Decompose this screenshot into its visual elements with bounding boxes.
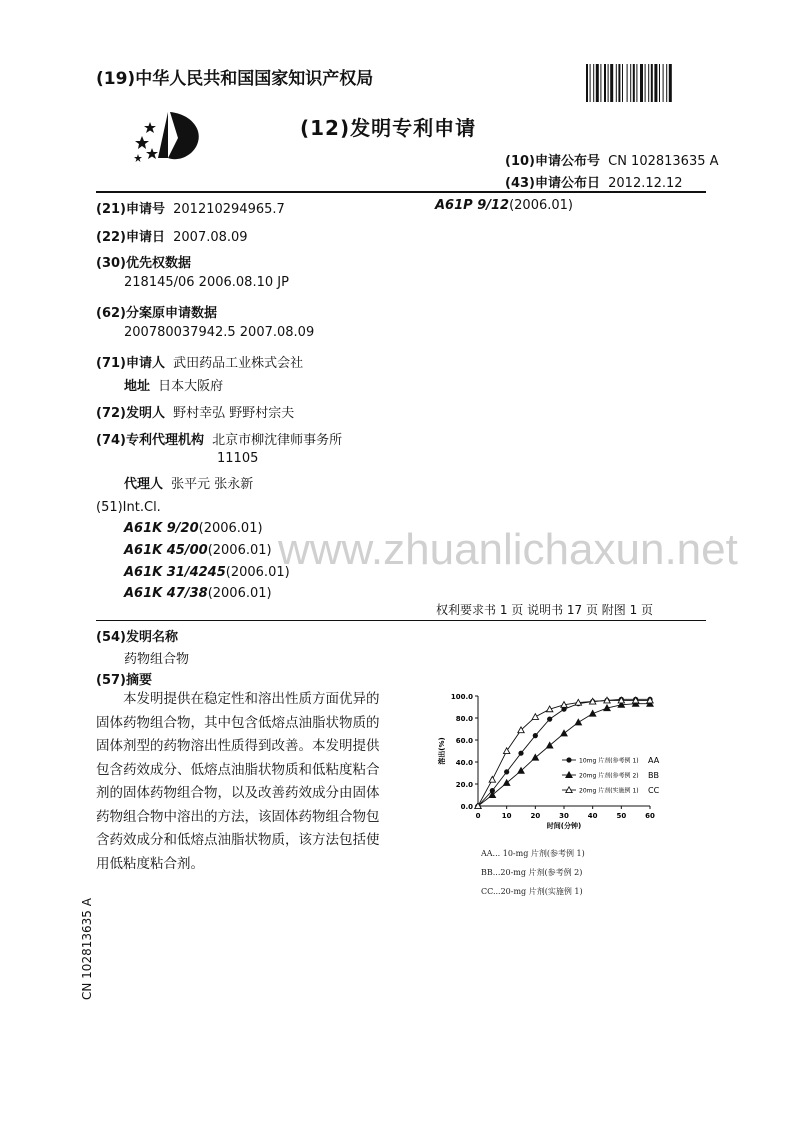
agency-row <box>96 429 342 448</box>
barcode-bar <box>659 64 660 102</box>
caption-line: CC...20-mg 片剂(实施例 1) <box>481 887 583 896</box>
publication-number-label: (10)申请公布号 <box>505 154 600 169</box>
y-tick-label: 60.0 <box>455 737 473 745</box>
abstract-line: 用低粘度粘合剂。 <box>96 855 204 872</box>
data-point-triangle-open <box>489 776 495 782</box>
y-tick-label: 20.0 <box>455 781 473 789</box>
barcode-bar <box>663 64 664 102</box>
inventor-label: (72)发明人 <box>96 406 165 421</box>
legend-tag: AA <box>648 756 660 765</box>
legend-tag: BB <box>648 771 659 780</box>
y-tick-label: 100.0 <box>450 693 473 701</box>
agents: 张平元 张永新 <box>171 477 254 492</box>
agency-label: (74)专利代理机构 <box>96 433 204 448</box>
caption-line: BB...20-mg 片剂(参考例 2) <box>481 868 583 877</box>
applicant: 武田药品工业株式会社 <box>173 356 304 371</box>
y-tick-label: 80.0 <box>455 715 473 723</box>
section-rule <box>96 620 706 621</box>
barcode-bar <box>618 64 620 102</box>
priority-value: 218145/06 2006.08.10 JP <box>124 275 289 290</box>
x-axis-label: 时间(分钟) <box>546 822 582 830</box>
x-tick-label: 10 <box>501 812 512 820</box>
agent-row <box>124 473 253 492</box>
applicant-row <box>96 352 303 371</box>
abstract-line: 固体药物组合物，其中包含低熔点油脂状物质的 <box>96 714 380 731</box>
dissolution-chart <box>430 684 690 840</box>
address-label: 地址 <box>124 379 151 394</box>
barcode-bar <box>610 64 613 102</box>
barcode-bar <box>600 64 601 102</box>
page-counts: 权利要求书 1 页 说明书 17 页 附图 1 页 <box>436 603 654 617</box>
chart-caption <box>481 844 585 901</box>
publication-number-row <box>505 150 719 169</box>
intcl-item <box>124 543 272 558</box>
abstract-line: 本发明提供在稳定性和溶出性质方面优异的 <box>123 691 380 707</box>
barcode-bar <box>596 64 599 102</box>
publication-number: CN 102813635 A <box>608 154 719 169</box>
filing-date-label: (22)申请日 <box>96 230 165 245</box>
barcode-bar <box>645 64 646 102</box>
data-point-circle <box>547 717 552 722</box>
y-tick-label: 40.0 <box>455 759 473 767</box>
publication-date-row <box>505 172 683 191</box>
data-point-triangle-filled <box>589 710 595 716</box>
intcl-item <box>124 586 272 601</box>
barcode-bar <box>666 64 667 102</box>
intcl-code: A61K 47/38 <box>124 586 208 601</box>
barcode-bar <box>616 64 617 102</box>
application-number-row <box>96 198 285 217</box>
barcode-bar <box>630 64 631 102</box>
ipc-main-row <box>435 198 573 213</box>
data-point-triangle-filled <box>575 719 581 725</box>
intcl-item <box>124 521 263 536</box>
abstract-line: 包含药效成分、低熔点油脂状物质和低粘度粘合 <box>96 761 380 778</box>
barcode-bar <box>590 64 591 102</box>
publication-date: 2012.12.12 <box>608 176 683 191</box>
abstract-line: 剂的固体药物组合物，以及改善药效成分由固体 <box>96 785 380 801</box>
ipc-main-version: (2006.01) <box>509 198 573 213</box>
caption-line: AA... 10-mg 片剂(参考例 1) <box>481 849 585 858</box>
barcode-bar <box>636 64 637 102</box>
applicant-label: (71)申请人 <box>96 356 165 371</box>
barcode-bar <box>640 64 643 102</box>
parent-application-value: 200780037942.5 2007.08.09 <box>124 325 315 340</box>
intcl-version: (2006.01) <box>198 521 263 536</box>
ipc-main-code: A61P 9/12 <box>435 198 510 213</box>
barcode-bar <box>648 64 649 102</box>
document-type: (12)发明专利申请 <box>300 116 477 140</box>
data-point-triangle-open <box>503 748 509 754</box>
legend-tag: CC <box>648 786 660 795</box>
invention-title: 药物组合物 <box>124 652 190 667</box>
x-tick-label: 20 <box>530 812 541 820</box>
address: 日本大阪府 <box>158 379 224 394</box>
abstract-line: 药物组合物中溶出的方法，该固体药物组合物包 <box>96 808 380 825</box>
legend-entry: 20mg 片剂(参考例 2) <box>579 772 639 780</box>
cnipa-logo-icon <box>128 108 204 166</box>
data-point-circle <box>566 757 571 762</box>
application-number-label: (21)申请号 <box>96 202 165 217</box>
abstract-line: 固体剂型的药物溶出性质得到改善。本发明提供 <box>96 738 380 754</box>
x-tick-label: 40 <box>587 812 598 820</box>
data-point-triangle-filled <box>561 730 567 736</box>
intcl-code: A61K 31/4245 <box>124 565 226 580</box>
barcode-bar <box>604 64 606 102</box>
agent-label: 代理人 <box>124 477 164 492</box>
barcode <box>586 64 706 102</box>
barcode-bar <box>622 64 623 102</box>
data-point-circle <box>533 733 538 738</box>
filing-date-row <box>96 226 248 245</box>
y-axis-label: 溶出(%) <box>438 737 446 765</box>
barcode-bar <box>627 64 628 102</box>
abstract-text <box>96 688 406 876</box>
abstract-line: 含药效成分和低熔点油脂状物质，该方法包括使 <box>96 832 380 848</box>
parent-application-label: (62)分案原申请数据 <box>96 306 217 321</box>
application-number: 201210294965.7 <box>173 202 285 217</box>
x-tick-label: 60 <box>645 812 655 820</box>
x-tick-label: 50 <box>616 812 627 820</box>
invention-title-label: (54)发明名称 <box>96 630 178 645</box>
x-tick-label: 30 <box>559 812 569 820</box>
side-publication-number: CN 102813635 A <box>80 898 94 1000</box>
y-tick-label: 0.0 <box>460 803 473 811</box>
inventors: 野村幸弘 野野村宗夫 <box>173 406 295 421</box>
inventor-row <box>96 402 294 421</box>
abstract-label: (57)摘要 <box>96 673 152 688</box>
data-point-triangle-open <box>532 714 538 720</box>
intcl-item <box>124 565 290 580</box>
priority-label: (30)优先权数据 <box>96 256 191 271</box>
data-point-circle <box>504 769 509 774</box>
barcode-bar <box>586 64 588 102</box>
intcl-code: A61K 45/00 <box>124 543 208 558</box>
legend-entry: 10mg 片剂(参考例 1) <box>579 757 639 765</box>
agency-code: 11105 <box>217 451 259 466</box>
agency: 北京市柳沈律师事务所 <box>212 433 343 448</box>
intcl-version: (2006.01) <box>225 565 290 580</box>
barcode-bar <box>654 64 657 102</box>
header-rule <box>96 191 706 193</box>
data-point-circle <box>518 751 523 756</box>
barcode-bar <box>608 64 609 102</box>
intcl-version: (2006.01) <box>207 543 272 558</box>
barcode-bar <box>669 64 672 102</box>
legend-entry: 20mg 片剂(实施例 1) <box>579 787 639 795</box>
intcl-version: (2006.01) <box>207 586 272 601</box>
office-title: (19)中华人民共和国国家知识产权局 <box>96 69 374 89</box>
intcl-code: A61K 9/20 <box>124 521 199 536</box>
barcode-bar <box>651 64 653 102</box>
barcode-bar <box>593 64 594 102</box>
filing-date: 2007.08.09 <box>173 230 248 245</box>
address-row <box>124 375 223 394</box>
intcl-label: (51)Int.Cl. <box>96 500 161 515</box>
watermark: www.zhuanlichaxun.net <box>278 525 738 574</box>
barcode-bar <box>633 64 635 102</box>
x-tick-label: 0 <box>475 812 481 820</box>
publication-date-label: (43)申请公布日 <box>505 176 600 191</box>
